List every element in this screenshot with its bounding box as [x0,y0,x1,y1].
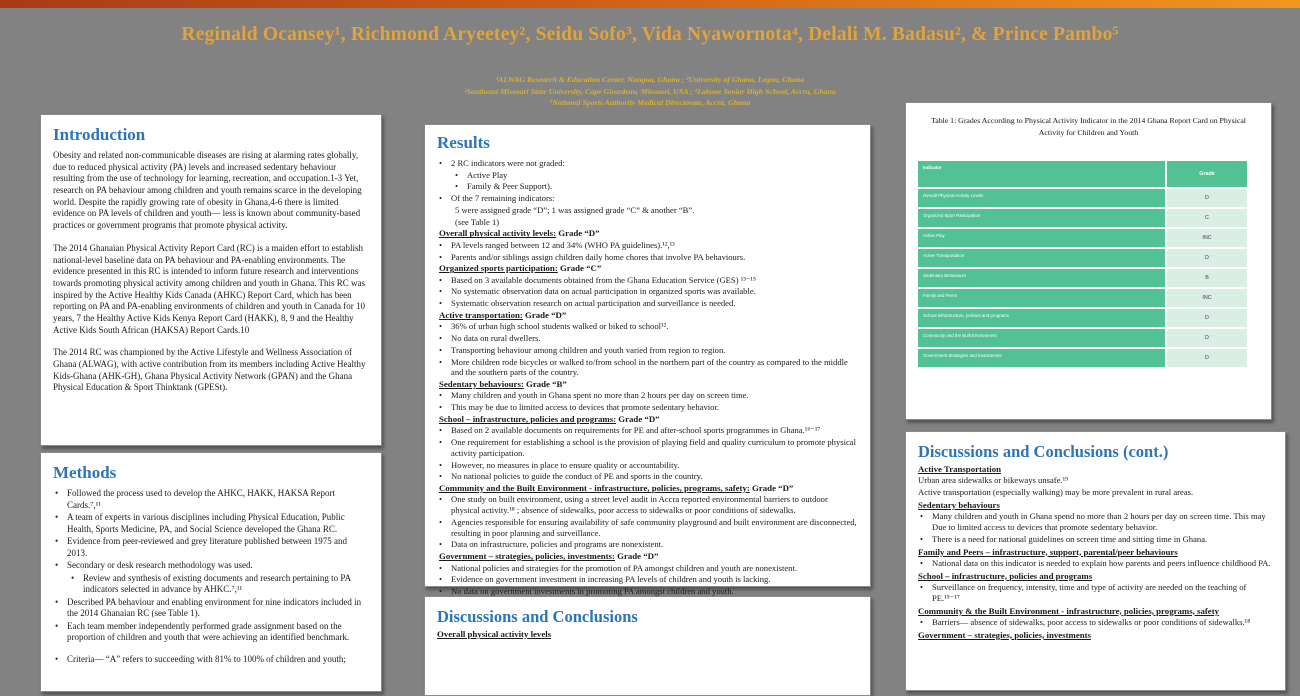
indicator-cell: Family and Peers [918,289,1165,307]
grade-cell: C [1167,209,1247,227]
sub-heading: Government – strategies, policies, investments [918,629,1091,640]
text-line: 5 were assigned grade “D”; 1 was assigned grade “C” & another “B”. [455,204,695,215]
bullet-item: • Review and synthesis of existing documents and research pertaining to PA indicators selected in advance by AHKC.⁷,¹¹ [71,572,351,595]
discussions-body [437,629,858,640]
table-row [918,349,1247,367]
bullet-item: • This may be due to limited access to devices that promote sedentary behavior. [439,402,719,413]
grade-cell: INC [1167,289,1247,307]
paragraph: The 2014 RC was championed by the Active Lifestyle and Wellness Association of Ghana (ALWAG), with active contribution from its members including Active Healthy Kids-Ghana (AHK-GH), Ghana Physical Activity Network (GPAN) and the Ghana Physical Education & Sport Thinktank (GPESt). [53,347,366,393]
grade-heading: Sedentary behaviours: Grade “B” [439,379,567,390]
bullet-item: • National policies and strategies for the promotion of PA amongst children and youth are nonexistent. [439,562,797,573]
bullet-item: • Active Play [455,169,508,180]
methods-title: Methods [53,463,117,482]
grade-cell: D [1167,309,1247,327]
grade-cell: D [1167,349,1247,367]
bullet-item: • Each team member independently performed grade assignment based on the proportion of children and youth that were achieving an identified benchmark. [55,620,350,643]
indicator-cell: Organized Sport Participation [918,209,1165,227]
table-row [918,249,1247,267]
indicator-cell: Overall Physical Activity Levels [918,189,1165,207]
bullet-item: • One requirement for establishing a school is the provision of playing field and quality curriculum to promote physical activity participation. [439,437,857,458]
bullet-item: • Followed the process used to develop the AHKC, HAKK, HAKSA Report Cards.⁷,¹¹ [55,488,335,510]
text-line: Active transportation (especially walking) may be more prevalent in rural areas. [918,487,1194,498]
table-row [918,329,1247,347]
indicator-cell: Active Play [918,229,1165,247]
results-body [437,158,858,597]
sub-heading: Sedentary behaviours [918,499,1000,510]
affiliation-line: ⁵National Sports Authority Medical Directorate, Accra, Ghana [549,98,751,108]
bullet-item: • A team of experts in various disciplines including Physical Education, Public Health, Sports Medicine, PA, and Social Science developed the Ghana RC. [55,512,345,534]
column-header: Indicator [918,161,1165,187]
text-line: Urban area sidewalks or bikeways unsafe.¹⁹ [918,475,1069,486]
sub-heading: Community & the Built Environment - infrastructure, policies, programs, safety [918,605,1220,616]
bullet-item: • Described PA behaviour and enabling environment for nine indicators included in the 2014 Ghanaian RC (see Table 1). [55,596,362,619]
sub-heading: School – infrastructure, policies and programs [918,570,1093,581]
grade-cell: INC [1167,229,1247,247]
discussions-cont-body [918,464,1273,641]
indicator-cell: Sedentary Behaviours [918,269,1165,287]
results-panel [424,124,871,596]
bullet-item: • No data on government investments in promoting PA amongst children and youth. [439,585,734,596]
grade-heading: Community and the Built Environment - infrastructure, policies, programs, safety: Grade “D” [439,483,794,493]
indicator-cell: Government Strategies and Investments [918,349,1165,367]
table-panel [905,102,1272,420]
grade-cell: B [1167,269,1247,287]
bullet-item: • Systematic observation research on actual participation and surveillance is needed. [439,298,736,309]
sub-heading: Active Transportation [918,464,1001,474]
methods-body [53,488,369,665]
grade-heading: Overall physical activity levels: Grade “D” [439,228,600,239]
bullet-item: • However, no measures in place to ensure quality or accountability. [439,459,680,470]
bullet-item: • There is a need for national guidelines on screen time and sitting time in Ghana. [920,533,1208,544]
sub-heading: Family and Peers – infrastructure, support, parental/peer behaviours [918,546,1178,557]
affiliation-line: ¹ALWAG Research & Education Center, Nungua, Ghana ; ²University of Ghana, Legon, Ghana [495,75,805,84]
paragraph: The 2014 Ghanaian Physical Activity Report Card (RC) is a maiden effort to establish national-level baseline data on PA behaviour and PA-enabling environments. The evidence presented in this RC is intended to inform future research and interventions towards promoting physical activity among children and youth in Ghana. This RC was inspired by the Active Healthy Kids Canada (AHKC) Report Card, which has been reporting on PA and PA-enabling environments of children and youth in Canada for 10 years, 7 the Healthy Active Kids Kenya Report Card (HAKK), 8, 9 and the Healthy Active Kids South African (HAKSA) Report Cards.10 [53,242,366,335]
bullet-item: • Evidence from peer-reviewed and grey literature published between 1975 and 2013. [55,536,347,558]
indicator-cell: School Infrastructure, policies and programs [918,309,1165,327]
table-title: Table 1: Grades According to Physical Activity Indicator in the 2014 Ghana Report Card on Physical Activity for Children and Youth [931,116,1246,138]
discussions-title: Discussions and Conclusions [437,607,638,626]
bullet-item: • More children rode bicycles or walked to/from school in the northern part of the country as compared to the middle and the southern parts of the country. [439,356,848,378]
bullet-item: • 36% of urban high school students walked or biked to school¹². [439,321,669,332]
bullet-item: • Of the 7 remaining indicators: [439,193,555,204]
spacer [53,645,369,654]
introduction-panel [40,114,382,446]
text-line: (see Table 1) [455,216,500,227]
bullet-item: • One study on built environment, using a street level audit in Accra reported environmental barriers to outdoor physical activity.¹⁸ ; absence of sidewalks, poor access to sidewalks or poor conditions of sidewalks. [439,494,828,516]
bullet-item: • No data on rural dwellers. [439,333,541,344]
bullet-item: • 2 RC indicators were not graded: [439,158,565,168]
grade-cell: D [1167,249,1247,267]
discussions-panel [424,596,871,696]
bullet-item: • National data on this indicator is needed to explain how parents and peers influence childhood PA. [920,557,1271,568]
table-row [918,209,1247,227]
bullet-item: • Secondary or desk research methodology was used. [55,560,253,571]
methods-panel [40,452,382,692]
grade-heading: School – infrastructure, policies and programs: Grade “D” [439,413,660,424]
top-accent-bar [0,0,1300,8]
table-header-row [918,161,1247,187]
results-title: Results [437,133,490,152]
bullet-item: • Based on 2 available documents on requirements for PE and after-school sports programmes in Ghana.¹⁶⁻¹⁷ [439,425,821,436]
grade-cell: D [1167,189,1247,207]
bullet-item: • Based on 3 available documents obtained from the Ghana Education Service (GES) ¹³⁻¹⁵ [439,274,756,285]
column-header: Grade [1167,161,1247,187]
grade-heading: Government – strategies, policies, investments: Grade “D” [439,551,659,562]
poster-authors: Reginald Ocansey¹, Richmond Aryeetey², Seidu Sofo³, Vida Nyawornota⁴, Delali M. Badasu², & Prince Pambo⁵ [181,24,1119,45]
bullet-item: • Surveillance on frequency, intensity, time and type of activity are needed on the teaching of PE.¹⁵⁻¹⁷ [920,582,1247,603]
sub-heading: Overall physical activity levels [437,629,552,639]
affiliation-line: ³Southeast Missouri State University, Cape Girardeau, Missouri, USA ; ⁴Labone Senior High School, Accra, Ghana [464,86,836,96]
bullet-item: • PA levels ranged between 12 and 34% (WHO PA guidelines).¹²,¹³ [439,239,675,250]
bullet-item: • Parents and/or siblings assign children daily home chores that involve PA behaviours. [439,251,746,262]
table-row [918,269,1247,287]
grade-heading: Organized sports participation: Grade “C” [439,263,602,274]
table-row [918,309,1247,327]
indicator-cell: Active Transportation [918,249,1165,267]
bullet-item: • Criteria— “A” refers to succeeding with 81% to 100% of children and youth; [55,653,346,664]
table-row [918,189,1247,207]
grade-heading: Active transportation: Grade “D” [439,309,567,320]
grade-cell: D [1167,329,1247,347]
bullet-item: • Family & Peer Support). [455,181,552,192]
bullet-item: • Transporting behaviour among children and youth varied from region to region. [439,344,726,355]
paragraph: Obesity and related non-communicable diseases are rising at alarming rates globally, due to reduced physical activity (PA) levels and increased sedentary behaviour resulting from the use of technology for learning, recreation, and occupation.1-3 Yet, research on PA behaviour among children and youth remains scarce in the developing world. Despite the rapidly growing rate of obesity in Ghana,4-6 there is limited evidence on PA levels of children and youth— less is known about community-based practices or government programs that promote physical activity. [53,150,362,231]
bullet-item: • Many children and youth in Ghana spend no more than 2 hours per day on screen time. This may Due to limited access to devices that promote sedentary behavior. [920,511,1266,533]
indicator-cell: Community and the Built Environment [918,329,1165,347]
introduction-body [53,150,369,394]
introduction-title: Introduction [53,125,146,144]
bullet-item: • Data on infrastructure, policies and programs are nonexistent. [439,539,664,550]
discussions-cont-panel [905,431,1286,691]
bullet-item: • Agencies responsible for ensuring availability of safe community playground and built environment are disconnected, resulting in poor planning and surveillance. [439,516,857,538]
table-row [918,229,1247,247]
bullet-item: • Barriers— absence of sidewalks, poor access to sidewalks or poor conditions of sidewalks.¹⁸ [920,616,1251,627]
discussions-cont-title: Discussions and Conclusions (cont.) [918,442,1169,461]
table-row [918,289,1247,307]
bullet-item: • No systematic observation data on actual participation in organized sports was available. [439,286,756,297]
bullet-item: • Evidence on government investment in increasing PA levels of children and youth is lacking. [439,574,771,585]
bullet-item: • Many children and youth in Ghana spent no more than 2 hours per day on screen time. [439,390,749,401]
bullet-item: • No national policies to guide the conduct of PE and sports in the country. [439,471,703,482]
grades-table [918,161,1247,367]
